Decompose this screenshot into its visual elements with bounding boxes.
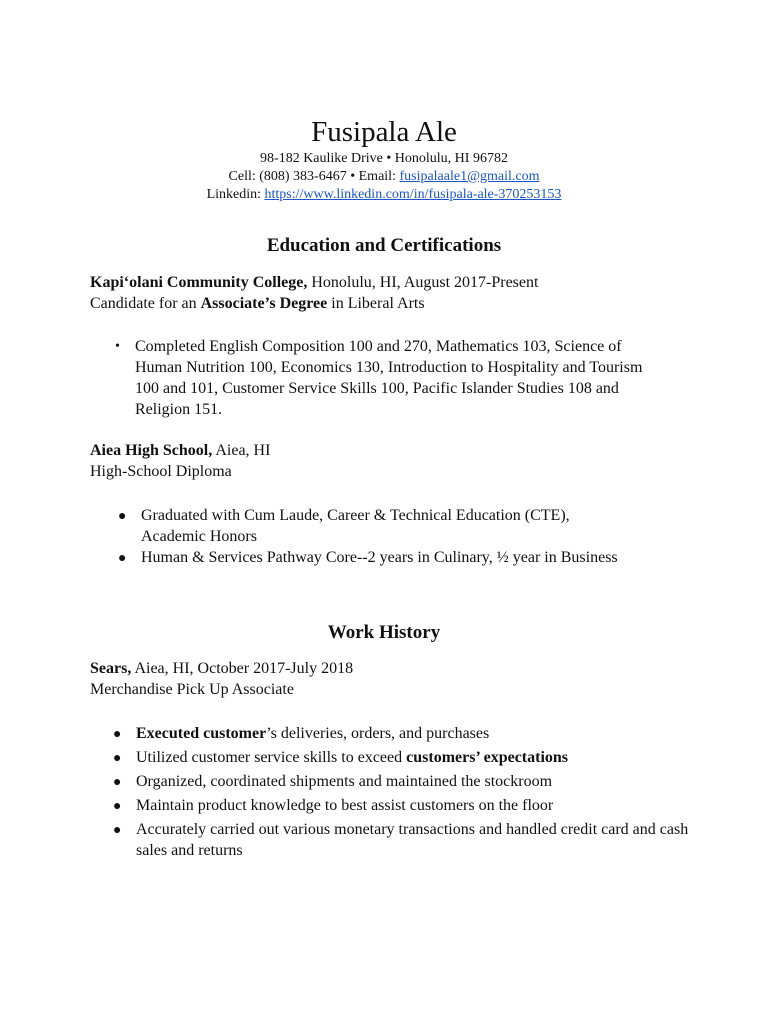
college-details: Honolulu, HI, August 2017-Present (307, 274, 539, 291)
bullet-icon: • (115, 339, 120, 354)
duty-text: Maintain product knowledge to best assist customers on the floor (136, 797, 554, 814)
list-item (113, 747, 693, 768)
contact-line (0, 168, 768, 186)
bullet-icon: ● (113, 775, 122, 790)
duty-text: Accurately carried out various monetary transactions and handled credit card and cash sales and returns (136, 821, 689, 859)
duty-text: Organized, coordinated shipments and maintained the stockroom (136, 773, 553, 790)
degree-name: Associate’s Degree (200, 295, 328, 312)
email-link[interactable]: fusipalaale1@gmail.com (399, 169, 540, 184)
bullet-icon: ● (113, 727, 122, 742)
employer-name: Sears, (90, 660, 132, 677)
high-school-line (90, 440, 270, 461)
position-line: Merchandise Pick Up Associate (90, 681, 294, 698)
list-item (113, 819, 693, 861)
diploma-line: High-School Diploma (90, 463, 232, 480)
applicant-name: Fusipala Ale (311, 116, 457, 148)
college-name: Kapi‘olani Community College, (90, 274, 308, 291)
college-line (90, 272, 538, 293)
education-section-title: Education and Certifications (266, 235, 502, 256)
high-school-details: Aiea, HI (212, 442, 271, 459)
list-item (118, 505, 628, 547)
linkedin-line (0, 186, 768, 204)
list-item (118, 547, 628, 568)
linkedin-prefix: Linkedin: (206, 187, 265, 202)
college-courses-list (115, 336, 655, 420)
honor-text: Human & Services Pathway Core--2 years in Culinary, ½ year in Business (141, 549, 618, 566)
cell-email-prefix: Cell: (808) 383-6467 • Email: (228, 169, 400, 184)
duty-text: Utilized customer service skills to exceed (136, 749, 407, 766)
bullet-icon: ● (113, 751, 122, 766)
linkedin-link[interactable]: https://www.linkedin.com/in/fusipala-ale-370253153 (264, 187, 562, 202)
list-item (115, 336, 655, 420)
duty-bold-text: customers’ expectations (406, 749, 569, 766)
degree-line (90, 293, 425, 314)
bullet-icon: ● (113, 799, 122, 814)
degree-prefix: Candidate for an (90, 295, 201, 312)
high-school-honors-list (118, 505, 628, 568)
employer-line (90, 658, 353, 679)
work-duties-list (113, 723, 693, 864)
employer-details: Aiea, HI, October 2017-July 2018 (131, 660, 354, 677)
list-item (113, 771, 693, 792)
duty-bold-text: Executed customer (136, 725, 267, 742)
work-section-title: Work History (327, 622, 441, 643)
address-line: 98-182 Kaulike Drive • Honolulu, HI 96782 (260, 151, 508, 166)
list-item (113, 723, 693, 744)
honor-text: Graduated with Cum Laude, Career & Technical Education (CTE), Academic Honors (141, 507, 570, 545)
high-school-name: Aiea High School, (90, 442, 213, 459)
course-text: Completed English Composition 100 and 270, Mathematics 103, Science of Human Nutrition 100, Economics 130, Introduction to Hospitality and Tourism 100 and 101, Customer Service Skills 100, Pacific Islander Studies 108 and Religion 151. (135, 338, 643, 418)
degree-suffix: in Liberal Arts (327, 295, 425, 312)
duty-text: ’s deliveries, orders, and purchases (266, 725, 490, 742)
bullet-icon: ● (118, 509, 127, 524)
bullet-icon: ● (113, 823, 122, 838)
list-item (113, 795, 693, 816)
bullet-icon: ● (118, 551, 127, 566)
